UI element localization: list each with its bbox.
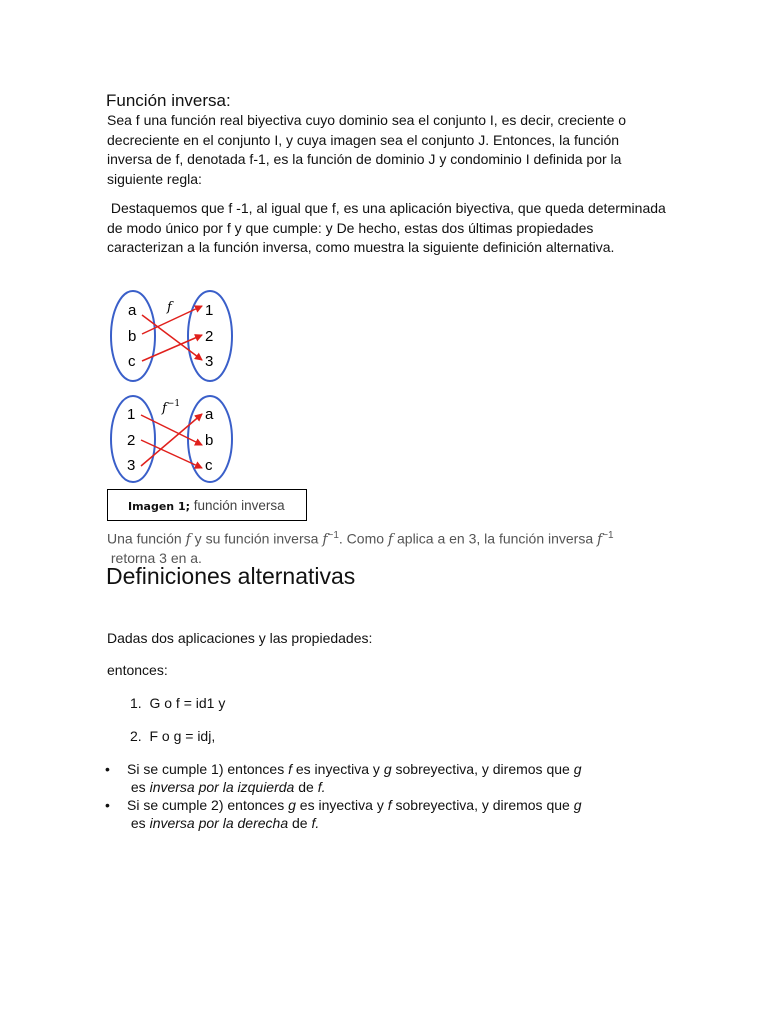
text: es [127, 779, 150, 795]
text: de [294, 779, 318, 795]
set-element: 2 [205, 328, 214, 345]
set-element: 3 [205, 353, 214, 370]
set-element: a [205, 406, 214, 423]
list-item: 2. F o g = idj, [130, 728, 216, 744]
text: inversa por la derecha [149, 815, 289, 831]
math-f: f [387, 531, 394, 548]
set-element: 3 [127, 457, 136, 474]
bullet-dot: • [105, 797, 110, 813]
text: aplica a en 3, la función inversa [393, 530, 598, 547]
text: es inyectiva y [295, 797, 388, 813]
text: sobreyectiva, y diremos que [391, 761, 574, 777]
text: f. [311, 815, 320, 831]
set-element: c [205, 457, 213, 474]
diagram-f-inverse [111, 396, 232, 482]
text: inversa por la izquierda [149, 779, 295, 795]
text: Si se cumple 2) entonces [127, 797, 289, 813]
bullet-list [105, 760, 585, 832]
bullet-item [105, 796, 585, 832]
mapping-arrow [142, 335, 202, 361]
text: g [288, 797, 296, 813]
set-element: 1 [127, 406, 136, 423]
text: . Como [338, 530, 388, 547]
text: es inyectiva y [291, 761, 384, 777]
set-element: b [205, 432, 214, 449]
text: f [288, 761, 292, 777]
mapping-arrow [142, 315, 202, 360]
bullet-dot: • [105, 761, 110, 777]
text: f. [317, 779, 326, 795]
paragraph-definition: Sea f una función real biyectiva cuyo dominio sea el conjunto I, es decir, creciente o decreciente en el conjunto I, y cuya imagen sea el conjunto J. Entonces, la función inversa de f, denotada f-1, es la función de dominio J y condominio I definida por la siguiente regla: [107, 112, 627, 187]
text: retorna 3 en a. [107, 549, 202, 566]
text: g [383, 761, 392, 777]
set-element: a [128, 302, 137, 319]
math-sup: −1 [327, 530, 339, 541]
function-label-f-inverse: $f^{-1}$ [162, 399, 181, 416]
text: es [127, 815, 150, 831]
math-sup: −1 [602, 530, 614, 541]
section-title: Función inversa: [106, 91, 231, 110]
text: f [387, 797, 392, 813]
math-f: f [185, 531, 191, 548]
paragraph-properties: Destaquemos que f -1, al igual que f, es una aplicación biyectiva, que queda determinada de modo único por f y que cumple: y De hecho, estas dos últimas propiedades caracterizan a la función inversa, como muestra la siguiente definición alternativa. [107, 200, 670, 255]
caption-text: función inversa [190, 498, 285, 513]
math-f: f [322, 531, 328, 548]
list-item: 1. G o f = id1 y [130, 695, 226, 711]
paragraph-dadas: Dadas dos aplicaciones y las propiedades: [107, 630, 373, 646]
bullet-item [105, 760, 585, 796]
diagram-f [111, 291, 232, 381]
paragraph-entonces: entonces: [107, 662, 168, 678]
text: g [573, 761, 582, 777]
function-label-f: f [167, 300, 172, 315]
set-element: 1 [205, 302, 214, 319]
math-f: f [597, 531, 603, 548]
section-heading-definitions: Definiciones alternativas [106, 563, 356, 589]
text: g [573, 797, 582, 813]
text: y su función inversa [190, 530, 323, 547]
set-element: c [128, 353, 136, 370]
set-element: 2 [127, 432, 136, 449]
image-caption [107, 489, 307, 521]
text: de [288, 815, 312, 831]
set-element: b [128, 328, 137, 345]
inverse-function-diagram [104, 284, 234, 484]
text: sobreyectiva, y diremos que [391, 797, 574, 813]
text: Si se cumple 1) entonces [127, 761, 289, 777]
text: Una función [107, 530, 186, 547]
caption-label: Imagen 1; [128, 500, 191, 513]
wiki-caption [107, 527, 667, 567]
